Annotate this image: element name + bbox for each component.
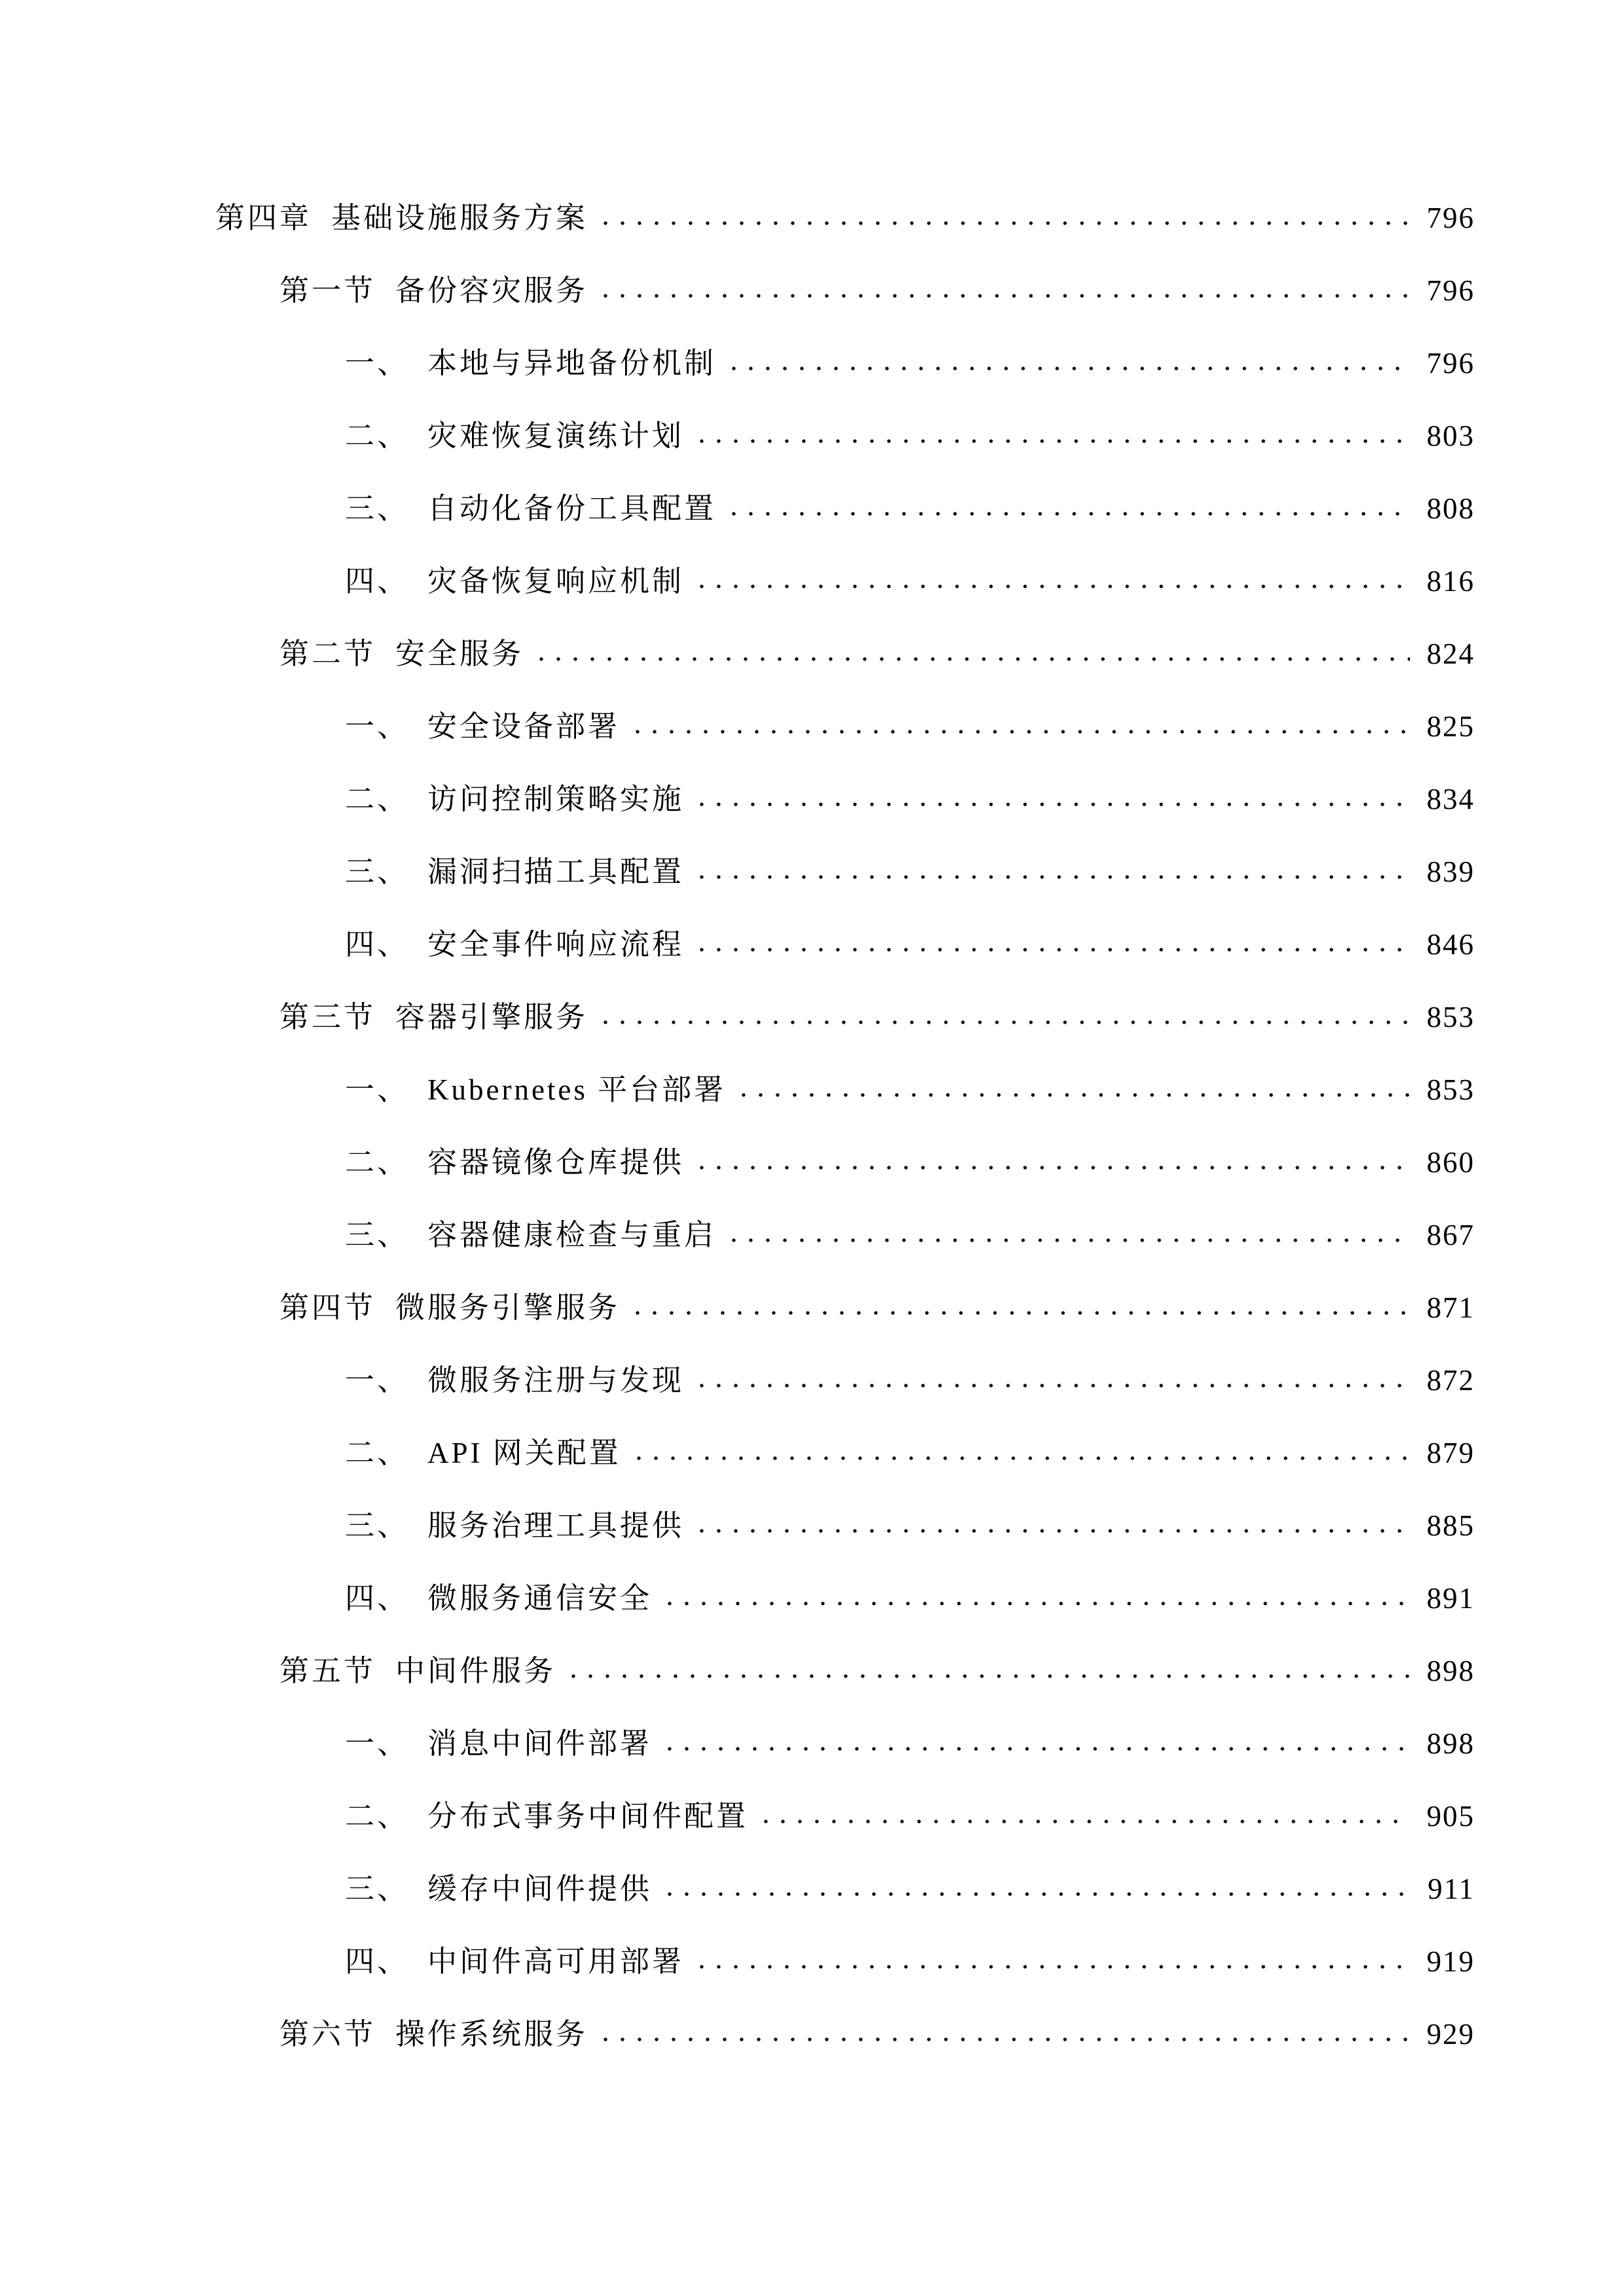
toc-entry-number: 二、 [345,1800,410,1833]
toc-entry-number: 一、 [345,1727,410,1760]
toc-entry-23[interactable] [0,1780,1475,1853]
dot-leader [597,291,1409,300]
toc-entry-page: 898 [1426,1655,1475,1687]
toc-entry-title: 安全服务 [395,637,524,670]
toc-entry-1[interactable] [0,182,1475,255]
dot-leader [735,1090,1409,1100]
toc-entry-title: 容器镜像仓库提供 [427,1146,685,1179]
toc-entry-title: 访问控制策略实施 [427,783,685,816]
toc-entry-page: 803 [1426,420,1475,452]
dot-leader [565,1672,1409,1681]
toc-entry-2[interactable] [0,255,1475,327]
toc-entry-9[interactable] [0,763,1475,836]
toc-entry-number: 一、 [345,1073,410,1106]
toc-entry-number: 第一节 [280,274,376,307]
toc-entry-page: 839 [1426,855,1475,888]
toc-entry-number: 四、 [345,565,410,598]
dot-leader [693,1381,1409,1390]
toc-entry-number: 二、 [345,1146,410,1179]
toc-entry-6[interactable] [0,545,1475,618]
toc-entry-26[interactable] [0,1998,1475,2071]
toc-entry-page: 834 [1426,783,1475,816]
toc-entry-page: 796 [1426,274,1475,307]
dot-leader [693,437,1409,446]
toc-entry-title: API 网关配置 [427,1437,621,1469]
toc-entry-number: 三、 [345,855,410,888]
toc-entry-page: 898 [1426,1727,1475,1760]
toc-entry-title: 缓存中间件提供 [427,1873,653,1905]
toc-entry-page: 879 [1426,1437,1475,1469]
toc-entry-page: 891 [1426,1582,1475,1615]
toc-entry-number: 第二节 [280,637,376,670]
toc-entry-4[interactable] [0,400,1475,473]
toc-entry-number: 三、 [345,1873,410,1905]
toc-entry-17[interactable] [0,1344,1475,1417]
toc-entry-page: 796 [1426,347,1475,380]
toc-entry-25[interactable] [0,1926,1475,1998]
dot-leader [597,1018,1409,1027]
toc-entry-page: 846 [1426,928,1475,961]
toc-entry-page: 853 [1426,1001,1475,1033]
toc-entry-title: 分布式事务中间件配置 [427,1800,749,1833]
dot-leader [693,800,1409,809]
toc-entry-title: 中间件高可用部署 [427,1945,685,1978]
toc-entry-number: 三、 [345,492,410,525]
toc-entry-title: 操作系统服务 [395,2018,588,2051]
toc-entry-19[interactable] [0,1490,1475,1562]
toc-entry-18[interactable] [0,1417,1475,1490]
toc-entry-page: 808 [1426,492,1475,525]
dot-leader [630,1454,1410,1463]
dot-leader [757,1817,1409,1826]
dot-leader [693,582,1409,591]
toc-entry-title: 容器引擎服务 [395,1001,588,1033]
toc-entry-number: 第四章 [215,202,312,234]
toc-entry-title: 微服务通信安全 [427,1582,653,1615]
toc-entry-5[interactable] [0,473,1475,545]
dot-leader [629,1308,1409,1318]
toc-entry-8[interactable] [0,691,1475,763]
toc-entry-title: 灾备恢复响应机制 [427,565,685,598]
toc-list [0,182,1624,2071]
toc-entry-7[interactable] [0,618,1475,691]
toc-entry-title: 中间件服务 [395,1655,556,1687]
toc-entry-title: 消息中间件部署 [427,1727,653,1760]
toc-entry-number: 第六节 [280,2018,376,2051]
toc-entry-title: Kubernetes 平台部署 [427,1073,727,1106]
dot-leader [725,364,1409,373]
toc-entry-page: 825 [1426,710,1475,743]
toc-entry-number: 二、 [345,783,410,816]
dot-leader [693,1526,1409,1535]
toc-entry-title: 服务治理工具提供 [427,1509,685,1542]
toc-entry-14[interactable] [0,1126,1475,1199]
toc-entry-title: 备份容灾服务 [395,274,588,307]
toc-entry-15[interactable] [0,1199,1475,1272]
toc-entry-number: 三、 [345,1509,410,1542]
toc-entry-number: 四、 [345,928,410,961]
toc-entry-16[interactable] [0,1272,1475,1344]
toc-entry-24[interactable] [0,1853,1475,1926]
toc-entry-page: 911 [1428,1873,1475,1905]
dot-leader [693,945,1409,954]
dot-leader [693,1163,1409,1172]
dot-leader [661,1890,1411,1899]
toc-entry-page: 824 [1426,637,1475,670]
toc-entry-number: 一、 [345,710,410,743]
toc-entry-title: 本地与异地备份机制 [427,347,717,380]
toc-entry-12[interactable] [0,981,1475,1054]
dot-leader [693,872,1409,882]
toc-entry-page: 860 [1426,1146,1475,1179]
toc-entry-3[interactable] [0,327,1475,400]
toc-entry-page: 919 [1426,1945,1475,1978]
dot-leader [693,1962,1409,1971]
toc-entry-number: 第四节 [280,1291,376,1324]
dot-leader [725,1236,1409,1245]
toc-entry-11[interactable] [0,908,1475,981]
toc-entry-10[interactable] [0,836,1475,908]
toc-entry-22[interactable] [0,1708,1475,1780]
toc-entry-title: 微服务引擎服务 [395,1291,621,1324]
toc-entry-number: 二、 [345,420,410,452]
toc-entry-20[interactable] [0,1562,1475,1635]
toc-entry-title: 微服务注册与发现 [427,1364,685,1397]
dot-leader [597,219,1409,228]
toc-entry-number: 三、 [345,1219,410,1251]
toc-entry-page: 872 [1426,1364,1475,1397]
toc-entry-page: 867 [1426,1219,1475,1251]
toc-entry-number: 四、 [345,1945,410,1978]
toc-entry-number: 第三节 [280,1001,376,1033]
toc-entry-number: 四、 [345,1582,410,1615]
toc-entry-page: 871 [1426,1291,1475,1324]
toc-entry-page: 796 [1426,202,1475,234]
toc-entry-page: 905 [1426,1800,1475,1833]
toc-entry-page: 885 [1426,1509,1475,1542]
dot-leader [597,2035,1409,2044]
toc-entry-number: 一、 [345,1364,410,1397]
toc-entry-title: 安全事件响应流程 [427,928,685,961]
toc-entry-number: 二、 [345,1437,410,1469]
toc-entry-title: 安全设备部署 [427,710,621,743]
toc-entry-number: 一、 [345,347,410,380]
dot-leader [661,1744,1409,1753]
dot-leader [661,1599,1409,1608]
dot-leader [533,655,1409,664]
dot-leader [725,509,1409,518]
toc-entry-title: 漏洞扫描工具配置 [427,855,685,888]
toc-entry-title: 自动化备份工具配置 [427,492,717,525]
toc-entry-21[interactable] [0,1635,1475,1708]
toc-entry-title: 容器健康检查与重启 [427,1219,717,1251]
dot-leader [629,727,1409,736]
toc-entry-13[interactable] [0,1054,1475,1126]
toc-entry-page: 853 [1426,1073,1475,1106]
toc-entry-page: 816 [1426,565,1475,598]
toc-entry-title: 灾难恢复演练计划 [427,420,685,452]
toc-entry-page: 929 [1426,2018,1475,2051]
toc-entry-title: 基础设施服务方案 [331,202,588,234]
toc-entry-number: 第五节 [280,1655,376,1687]
